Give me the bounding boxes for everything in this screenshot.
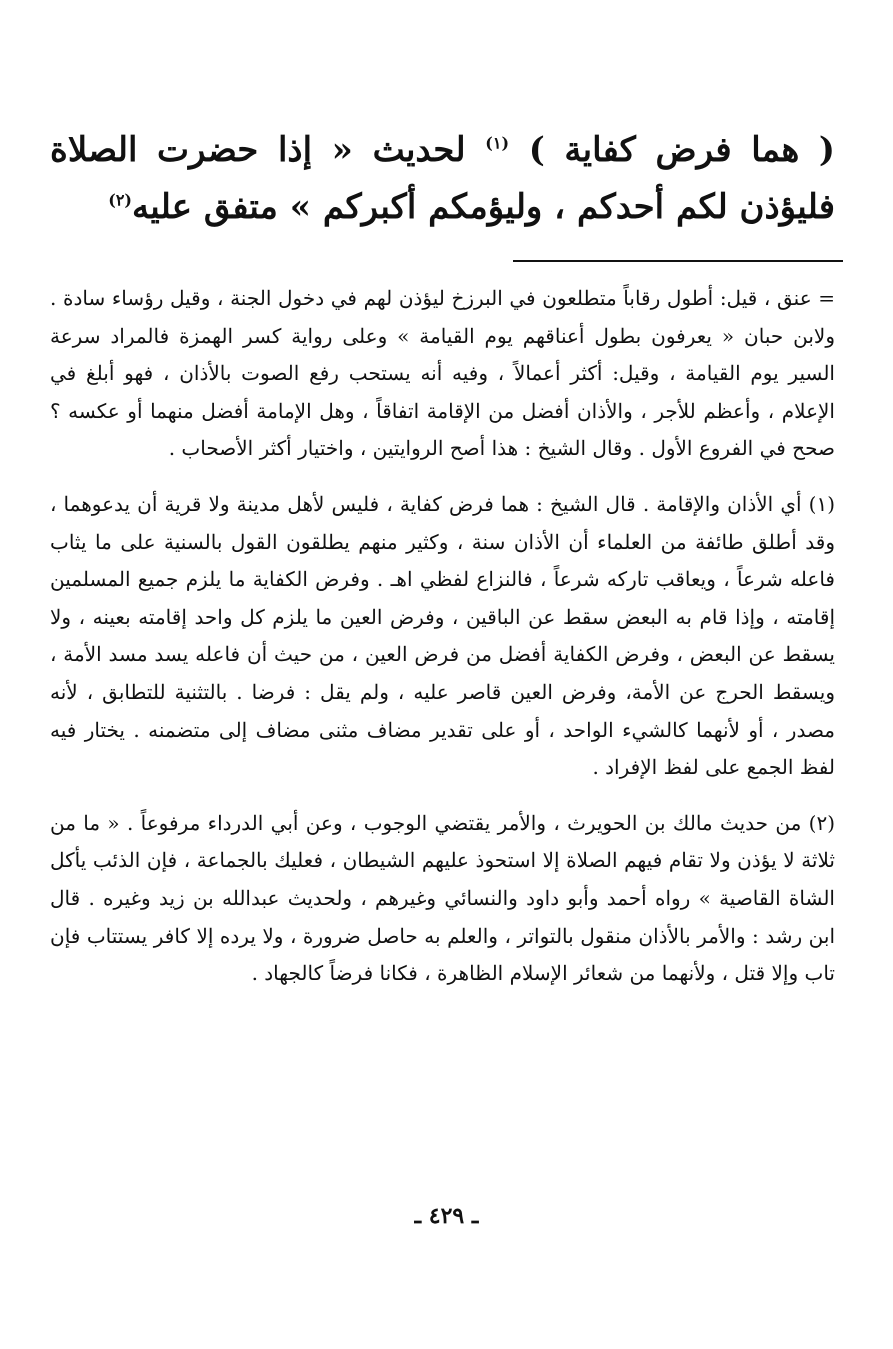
footnote-2: (٢) من حديث مالك بن الحويرث ، والأمر يقتضي الوجوب ، وعن أبي الدرداء مرفوعاً . « ما من ثلاثة لا يؤذن ولا تقام فيهم الصلاة إلا استحوذ عليهم الشيطان ، فعليك بالجماعة ، فإن الذئب يأكل الشاة القاصية » رواه أحمد وأبو داود والنسائي وغيرهم ، ولحديث عبدالله بن زيد وغيره . قال ابن رشد : والأمر بالأذان منقول بالتواتر ، والعلم به حاصل ضرورة ، ولا يرده إلا كافر يستتاب فإن تاب وإلا قتل ، ولأنهما من شعائر الإسلام الظاهرة ، فكانا فرضاً كالجهاد . (50, 810, 835, 986)
main-text (50, 122, 835, 236)
main-text-part2: لحديث « إذا حضرت الصلاة فليؤذن لكم أحدكم ، وليؤمكم أكبركم » متفق عليه (50, 130, 835, 227)
footnote-ref-1: (١) (485, 133, 510, 153)
footnote-divider (513, 260, 843, 262)
page-number: ـ ٤٢٩ ـ (414, 1203, 479, 1229)
footnote-1: (١) أي الأذان والإقامة . قال الشيخ : هما فرض كفاية ، فليس لأهل مدينة ولا قرية أن يدعوهما ، وقد أطلق طائفة من العلماء أن الأذان سنة ، وكثير منهم يطلقون القول بالسنية على ما يثاب فاعله شرعاً ، ويعاقب تاركه شرعاً ، فالنزاع لفظي اهـ . وفرض الكفاية ما يلزم جميع المسلمين إقامته ، وإذا قام به البعض سقط عن الباقين ، وفرض العين ما يلزم كل واحد إقامته بعينه ، ولا يسقط عن البعض ، وفرض الكفاية أفضل من فرض العين ، من حيث أن فاعله يسد مسد الأمة ، ويسقط الحرج عن الأمة، وفرض العين قاصر عليه ، ولم يقل : فرضا . بالتثنية للتطابق ، لأنه مصدر ، أو لأنهما كالشيء الواحد ، أو على تقدير مضاف مثنى مضاف إلى متضمنه . يختار فيه لفظ الجمع على لفظ الإفراد . (50, 491, 835, 780)
footnote-ref-2: (٢) (108, 190, 132, 210)
main-paragraph (50, 122, 835, 236)
main-text-part1: ( هما فرض كفاية ) (528, 130, 836, 170)
footnotes (50, 280, 835, 993)
footnote-continuation: = عنق ، قيل: أطول رقاباً متطلعون في البرزخ ليؤذن لهم في دخول الجنة ، وقيل رؤساء سادة . ولابن حبان « يعرفون بطول أعناقهم يوم القيامة » وعلى رواية كسر الهمزة فالمراد سرعة السير يوم القيامة ، وقيل: أكثر أعمالاً ، وفيه أنه يستحب رفع الصوت بالأذان ، فهو أبلغ في الإعلام ، وأعظم للأجر ، والأذان أفضل من الإقامة اتفاقاً ، وهل الإمامة أفضل منهما أو عكسه ؟ صحح في الفروع الأول . وقال الشيخ : هذا أصح الروايتين ، واختيار أكثر الأصحاب . (50, 286, 835, 461)
